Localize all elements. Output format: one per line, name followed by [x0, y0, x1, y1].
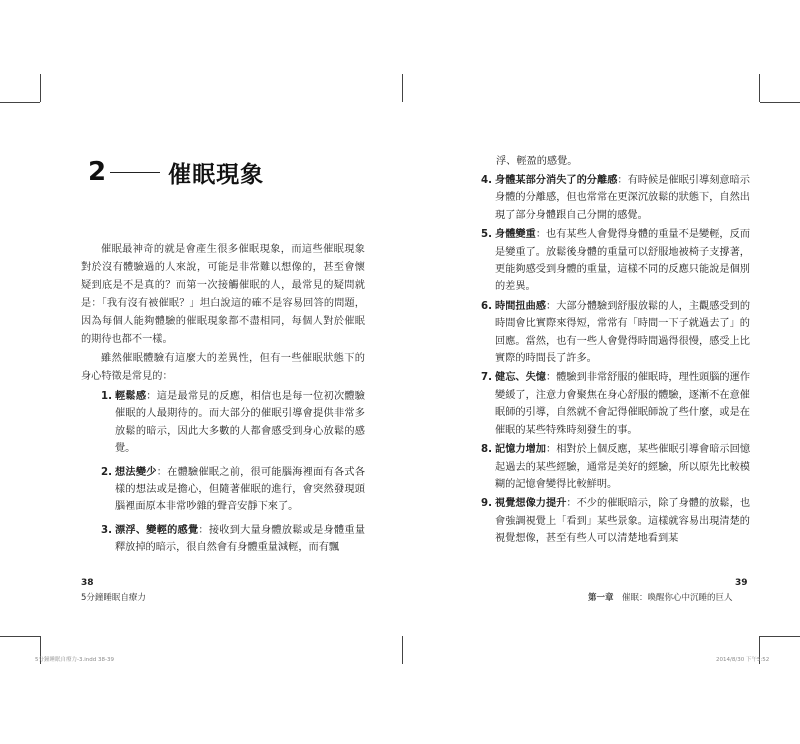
running-head-title: 催眠：喚醒你心中沉睡的巨人 — [622, 593, 733, 603]
item-number: 5. — [481, 229, 492, 241]
item-number: 2. — [101, 466, 112, 478]
crop-mark — [759, 74, 760, 102]
item-number: 8. — [481, 444, 492, 456]
item-text: ：體驗到非常舒服的催眠時，理性頭腦的運作變緩了，注意力會聚焦在身心舒服的體驗，逐漸不在意催眠師的引導，自然就不會記得催眠師說了些什麼，或是在催眠的某些特殊時刻發生的事。 — [495, 372, 751, 436]
chapter-heading — [88, 152, 264, 192]
item-number: 1. — [101, 391, 112, 402]
item-term: 身體某部分消失了的分離感 — [495, 175, 618, 186]
item-term: 記憶力增加 — [495, 444, 547, 456]
continued-text: 浮、輕盈的感覺。 — [496, 156, 578, 167]
item-term: 漂浮、變輕的感覺 — [115, 524, 199, 536]
right-page — [400, 0, 800, 744]
list-item — [481, 226, 750, 296]
list-item — [481, 369, 750, 439]
item-term: 健忘、失憶 — [495, 372, 547, 384]
feature-list — [101, 388, 365, 557]
list-item — [481, 495, 750, 547]
item-term: 身體變重 — [495, 229, 536, 241]
crop-mark — [402, 636, 403, 664]
crop-mark — [402, 74, 403, 102]
item-number: 4. — [481, 175, 492, 186]
crop-mark — [40, 74, 41, 102]
item-text: ：在體驗催眠之前，很可能腦海裡面有各式各樣的想法或是擔心，但隨著催眠的進行，會突然發現頭腦裡面原本非常吵雜的聲音安靜下來了。 — [115, 466, 366, 513]
print-slug: 5分鐘睡眠自療力-3.indd 38-39 — [35, 657, 114, 663]
chapter-rule — [110, 172, 160, 173]
crop-mark — [760, 102, 800, 103]
item-term: 想法變少 — [115, 466, 157, 478]
item-number: 3. — [101, 524, 112, 536]
print-slug: 2014/8/30 下午5:52 — [716, 657, 770, 663]
list-item — [481, 172, 750, 224]
crop-mark — [0, 102, 40, 103]
crop-mark — [0, 636, 40, 637]
item-number: 9. — [481, 498, 492, 510]
running-head: 5分鐘睡眠自療力 — [81, 593, 146, 603]
lead-in-paragraph: 雖然催眠體驗有這麼大的差異性，但有一些催眠狀態下的身心特徵是常見的： — [81, 353, 365, 382]
list-item — [481, 298, 750, 368]
item-text: ：大部分體驗到舒服放鬆的人，主觀感受到的時間會比實際來得短，常常有「時間一下子就過去了」的回應。當然，也有一些人會覺得時間過得很慢，感受上比實際的時間長了許多。 — [495, 300, 751, 365]
item-number: 7. — [481, 372, 492, 384]
item-text: ：相對於上個反應，某些催眠引導會暗示回憶起過去的某些經驗，通常是美好的經驗，所以原先比較模糊的記憶會變得比較鮮明。 — [495, 444, 751, 490]
item-term: 輕鬆感 — [115, 391, 147, 402]
list-item — [101, 522, 365, 557]
chapter-title: 催眠現象 — [168, 161, 265, 188]
item-number: 6. — [481, 300, 492, 312]
chapter-number: 2 — [88, 157, 107, 187]
item-term: 視覺想像力提升 — [495, 498, 567, 510]
feature-list — [481, 172, 750, 548]
item-text: ：接收到大量身體放鬆或是身體重量釋放掉的暗示，很自然會有身體重量減輕，而有飄 — [115, 524, 366, 554]
crop-mark — [760, 636, 800, 637]
running-head-chapter: 第一章 — [588, 593, 614, 603]
page-number: 38 — [81, 578, 94, 588]
intro-paragraph: 催眠最神奇的就是會產生很多催眠現象，而這些催眠現象對於沒有體驗過的人來說，可能是非常難以想像的，甚至會懷疑到底是不是真的？而第一次接觸催眠的人，最常見的疑問就是：「我有沒有被催眠？」坦白說這的確不是容易回答的問題，因為每個人能夠體驗的催眠現象都不盡相同，每個人對於催眠的期待也都不一樣。 — [81, 244, 365, 345]
item-text: ：也有某些人會覺得身體的重量不是變輕，反而是變重了。放鬆後身體的重量可以舒服地被椅子支撐著，更能夠感受到身體的重量，這樣不同的反應只能說是個別的差異。 — [495, 229, 751, 293]
list-item — [481, 441, 750, 493]
item-text: ：有時候是催眠引導刻意暗示身體的分離感，但也常常在更深沉放鬆的狀態下，自然出現了部分身體跟自己分開的感覺。 — [495, 175, 750, 221]
list-item — [101, 464, 365, 516]
item-term: 時間扭曲感 — [495, 300, 547, 312]
page-number: 39 — [735, 578, 748, 588]
item-text: ：這是最常見的反應，相信也是每一位初次體驗催眠的人最期待的。而大部分的催眠引導會提供非常多放鬆的暗示，因此大多數的人都會感受到身心放鬆的感覺。 — [115, 391, 365, 455]
item-text: ：不少的催眠暗示，除了身體的放鬆，也會強調視覺上「看到」某些景象。這樣就容易出現清楚的視覺想像，甚至有些人可以清楚地看到某 — [495, 498, 751, 545]
list-item — [101, 388, 365, 458]
